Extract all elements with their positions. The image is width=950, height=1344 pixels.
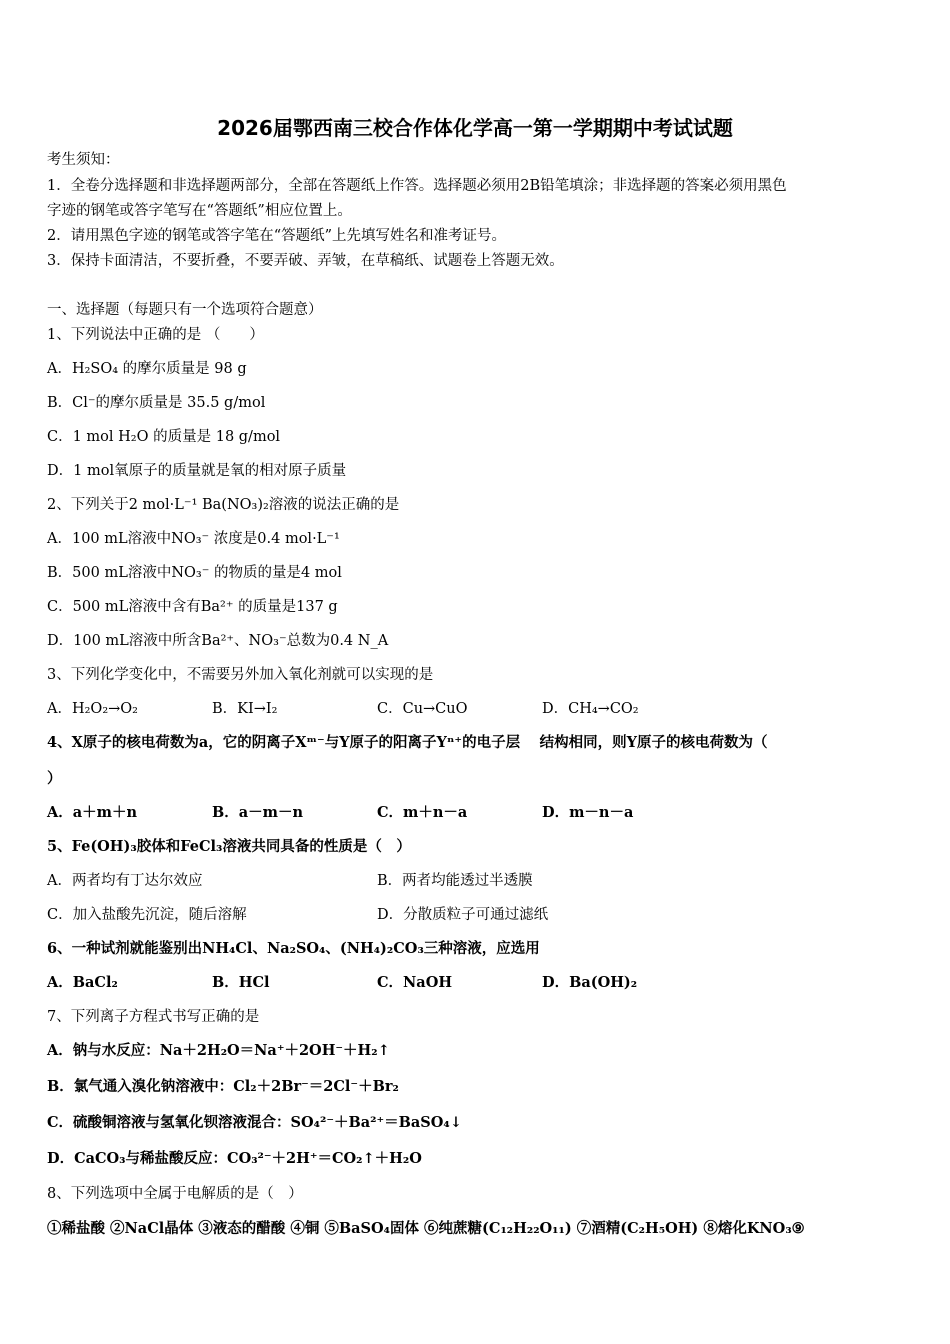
notice-heading: 考生须知： xyxy=(47,152,120,168)
section-heading: 一、选择题（每题只有一个选项符合题意） xyxy=(47,302,323,318)
q4-option-c: C．m＋n－a xyxy=(377,804,468,821)
q6-stem: 6、一种试剂就能鉴别出NH₄Cl、Na₂SO₄、(NH₄)₂CO₃三种溶液，应选用 xyxy=(47,940,540,957)
q3-stem: 3、下列化学变化中，不需要另外加入氧化剂就可以实现的是 xyxy=(47,667,434,683)
q4-stem: 4、X原子的核电荷数为a，它的阴离子Xᵐ⁻与Y原子的阳离子Yⁿ⁺的电子层 结构相同，则Y原子的核电荷数为（ xyxy=(47,734,768,751)
q3-option-a: A．H₂O₂→O₂ xyxy=(47,701,138,717)
q1-stem: 1、下列说法中正确的是 （ ） xyxy=(47,327,264,343)
q6-option-a: A．BaCl₂ xyxy=(47,974,118,991)
q7-option-c: C．硫酸铜溶液与氢氧化钡溶液混合：SO₄²⁻＋Ba²⁺＝BaSO₄↓ xyxy=(47,1114,462,1131)
q8-stem: 8、下列选项中全属于电解质的是（ ） xyxy=(47,1186,303,1202)
q3-option-c: C．Cu→CuO xyxy=(377,701,468,717)
notice-item-3: 3．保持卡面清洁，不要折叠，不要弄破、弄皱，在草稿纸、试题卷上答题无效。 xyxy=(47,253,564,269)
q5-option-c: C．加入盐酸先沉淀，随后溶解 xyxy=(47,907,247,923)
q2-option-d: D．100 mL溶液中所含Ba²⁺、NO₃⁻总数为0.4 N_A xyxy=(47,633,389,649)
q3-option-b: B．KI→I₂ xyxy=(212,701,278,717)
q2-option-b: B．500 mL溶液中NO₃⁻ 的物质的量是4 mol xyxy=(47,565,342,581)
q5-option-b: B．两者均能透过半透膜 xyxy=(377,873,533,889)
q2-stem: 2、下列关于2 mol·L⁻¹ Ba(NO₃)₂溶液的说法正确的是 xyxy=(47,497,400,513)
notice-item-1: 1．全卷分选择题和非选择题两部分，全部在答题纸上作答。选择题必须用2B铅笔填涂；非选择题的答案必须用黑色 xyxy=(47,178,787,194)
q1-option-d: D．1 mol氧原子的质量就是氧的相对原子质量 xyxy=(47,463,347,479)
page-title: 2026届鄂西南三校合作体化学高一第一学期期中考试试题 xyxy=(217,116,733,140)
q4-stem-cont: ） xyxy=(47,770,62,787)
q1-option-a: A．H₂SO₄ 的摩尔质量是 98 g xyxy=(47,361,247,377)
q5-option-d: D．分散质粒子可通过滤纸 xyxy=(377,907,549,923)
q7-option-a: A．钠与水反应：Na＋2H₂O＝Na⁺＋2OH⁻＋H₂↑ xyxy=(47,1042,390,1059)
q6-option-d: D．Ba(OH)₂ xyxy=(542,974,638,991)
q4-option-d: D．m－n－a xyxy=(542,804,634,821)
q1-option-b: B．Cl⁻的摩尔质量是 35.5 g/mol xyxy=(47,395,266,411)
q7-stem: 7、下列离子方程式书写正确的是 xyxy=(47,1009,260,1025)
q8-items: ①稀盐酸 ②NaCl晶体 ③液态的醋酸 ④铜 ⑤BaSO₄固体 ⑥纯蔗糖(C₁₂H₂₂O₁₁) ⑦酒精(C₂H₅OH) ⑧熔化KNO₃⑨ xyxy=(47,1220,805,1237)
q5-stem: 5、Fe(OH)₃胶体和FeCl₃溶液共同具备的性质是（ ） xyxy=(47,838,411,855)
q6-option-c: C．NaOH xyxy=(377,974,453,991)
q6-option-b: B．HCl xyxy=(212,974,270,991)
q7-option-b: B．氯气通入溴化钠溶液中：Cl₂＋2Br⁻＝2Cl⁻＋Br₂ xyxy=(47,1078,399,1095)
q1-option-c: C．1 mol H₂O 的质量是 18 g/mol xyxy=(47,429,281,445)
notice-item-2: 2．请用黑色字迹的钢笔或答字笔在“答题纸”上先填写姓名和准考证号。 xyxy=(47,228,507,244)
q4-option-a: A．a＋m＋n xyxy=(47,804,138,821)
q5-option-a: A．两者均有丁达尔效应 xyxy=(47,873,203,889)
q2-option-c: C．500 mL溶液中含有Ba²⁺ 的质量是137 g xyxy=(47,599,338,615)
q2-option-a: A．100 mL溶液中NO₃⁻ 浓度是0.4 mol·L⁻¹ xyxy=(47,531,340,547)
q7-option-d: D．CaCO₃与稀盐酸反应：CO₃²⁻＋2H⁺＝CO₂↑＋H₂O xyxy=(47,1150,422,1167)
q3-option-d: D．CH₄→CO₂ xyxy=(542,701,639,717)
notice-item-1-cont: 字迹的钢笔或答字笔写在“答题纸”相应位置上。 xyxy=(47,203,352,219)
q4-option-b: B．a－m－n xyxy=(212,804,304,821)
